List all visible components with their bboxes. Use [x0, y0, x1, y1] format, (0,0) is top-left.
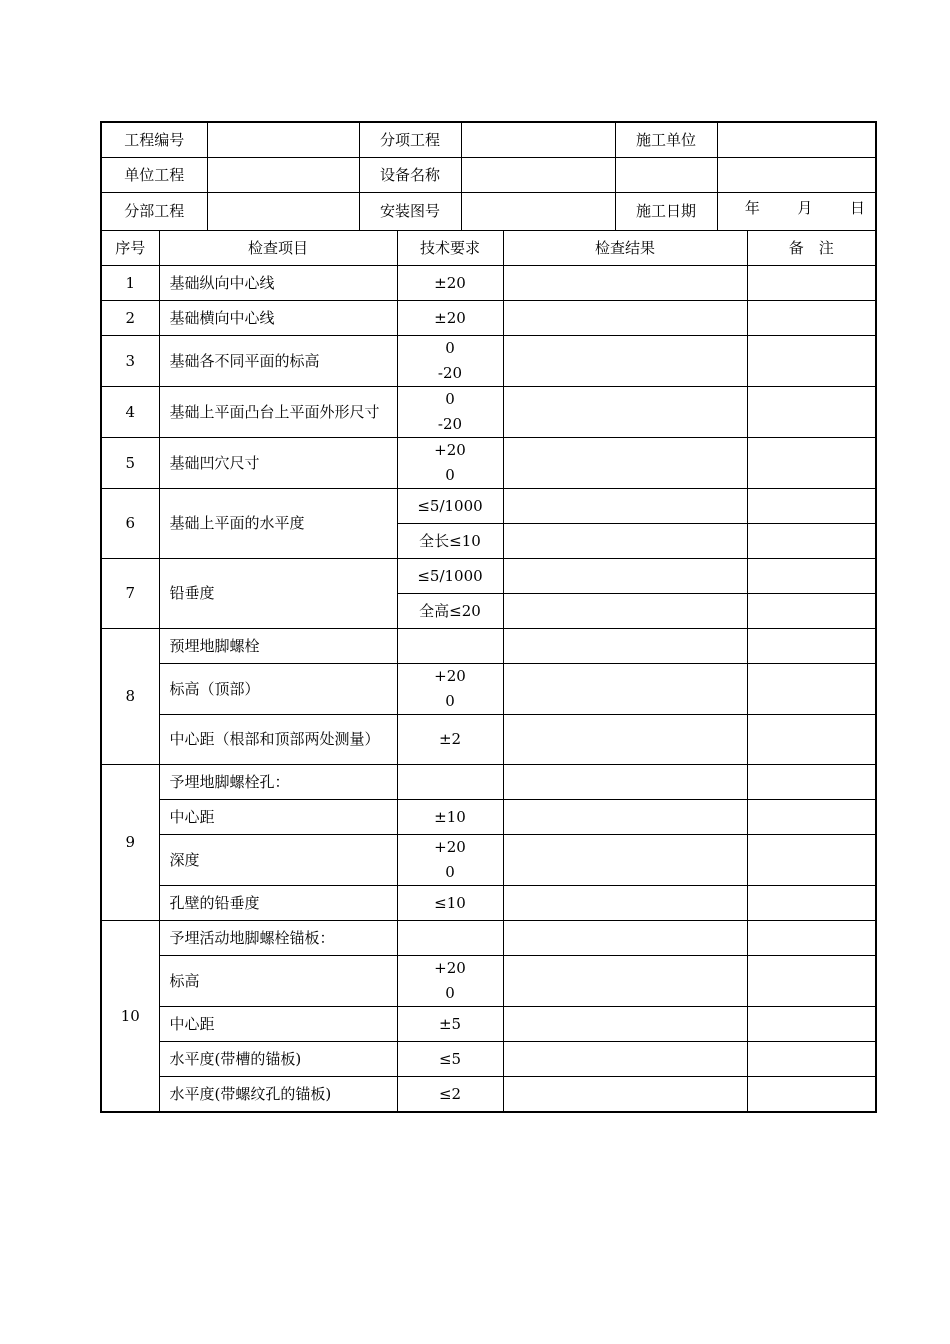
table-row [101, 800, 876, 835]
table-row [101, 336, 876, 387]
check-result-cell[interactable] [503, 387, 747, 438]
check-item-name: 予埋活动地脚螺栓锚板： [159, 921, 397, 956]
division-project-field[interactable] [207, 193, 359, 231]
table-row [101, 715, 876, 765]
division-project-label: 分部工程 [101, 193, 207, 231]
tech-requirement [397, 921, 503, 956]
check-result-cell[interactable] [503, 594, 747, 629]
table-row [101, 387, 876, 438]
row-number: 4 [101, 387, 159, 438]
header-blank-cell [615, 158, 717, 193]
tolerance-upper: +20 [434, 441, 466, 459]
tech-requirement [397, 336, 503, 387]
equipment-name-field[interactable] [461, 158, 615, 193]
row-number: 5 [101, 438, 159, 489]
installation-drawing-field[interactable] [461, 193, 615, 231]
check-result-cell[interactable] [503, 715, 747, 765]
table-row [101, 664, 876, 715]
check-item-name: 水平度(带螺纹孔的锚板) [159, 1077, 397, 1113]
table-row [101, 835, 876, 886]
project-no-field[interactable] [207, 122, 359, 158]
check-item-name: 中心距（根部和顶部两处测量） [159, 715, 397, 765]
tech-requirement [397, 956, 503, 1007]
project-no-label: 工程编号 [101, 122, 207, 158]
table-row [101, 886, 876, 921]
check-item-name: 深度 [159, 835, 397, 886]
table-row [101, 1042, 876, 1077]
remark-cell[interactable] [747, 489, 876, 524]
check-item-name: 孔壁的铅垂度 [159, 886, 397, 921]
construction-unit-label: 施工单位 [615, 122, 717, 158]
check-result-cell[interactable] [503, 489, 747, 524]
table-row [101, 765, 876, 800]
row-number: 8 [101, 629, 159, 765]
tolerance-upper: 0 [445, 339, 455, 357]
tolerance-lower: 0 [445, 863, 455, 881]
check-item-name: 基础凹穴尺寸 [159, 438, 397, 489]
construction-unit-field[interactable] [717, 122, 876, 158]
tech-requirement [397, 664, 503, 715]
col-header-remark: 备 注 [747, 231, 876, 266]
tolerance-upper: +20 [434, 959, 466, 977]
check-item-name: 基础各不同平面的标高 [159, 336, 397, 387]
check-result-cell[interactable] [503, 835, 747, 886]
check-item-name: 基础纵向中心线 [159, 266, 397, 301]
equipment-name-label: 设备名称 [359, 158, 461, 193]
tolerance-upper: +20 [434, 838, 466, 856]
table-row [101, 1007, 876, 1042]
sub-item-project-label: 分项工程 [359, 122, 461, 158]
tech-requirement [397, 835, 503, 886]
tech-requirement: ±10 [397, 800, 503, 835]
table-row [101, 956, 876, 1007]
table-row [101, 1077, 876, 1113]
check-result-cell[interactable] [503, 1077, 747, 1113]
check-result-cell[interactable] [503, 629, 747, 664]
tech-requirement [397, 629, 503, 664]
remark-cell[interactable] [747, 438, 876, 489]
remark-cell[interactable] [747, 765, 876, 800]
remark-cell[interactable] [747, 800, 876, 835]
tolerance-upper: +20 [434, 667, 466, 685]
remark-cell[interactable] [747, 715, 876, 765]
check-item-name: 基础上平面的水平度 [159, 489, 397, 559]
header-row-1 [101, 122, 876, 158]
unit-project-field[interactable] [207, 158, 359, 193]
date-year-label: 年 [744, 199, 760, 217]
remark-cell[interactable] [747, 559, 876, 594]
tech-requirement: 全高≤20 [397, 594, 503, 629]
remark-cell[interactable] [747, 664, 876, 715]
header-row-2 [101, 158, 876, 193]
check-result-cell[interactable] [503, 1042, 747, 1077]
remark-cell[interactable] [747, 629, 876, 664]
remark-cell[interactable] [747, 956, 876, 1007]
row-number: 7 [101, 559, 159, 629]
table-row [101, 301, 876, 336]
col-header-result: 检查结果 [503, 231, 747, 266]
header-blank-field[interactable] [717, 158, 876, 193]
remark-cell[interactable] [747, 266, 876, 301]
tech-requirement: ±2 [397, 715, 503, 765]
installation-drawing-label: 安装图号 [359, 193, 461, 231]
check-item-name: 水平度(带槽的锚板) [159, 1042, 397, 1077]
table-row [101, 629, 876, 664]
remark-cell[interactable] [747, 1077, 876, 1113]
check-item-name: 中心距 [159, 800, 397, 835]
row-number: 2 [101, 301, 159, 336]
check-result-cell[interactable] [503, 438, 747, 489]
table-row [101, 489, 876, 524]
tech-requirement: ≤5/1000 [397, 559, 503, 594]
col-header-requirement: 技术要求 [397, 231, 503, 266]
tech-requirement: ±20 [397, 266, 503, 301]
date-day-label: 日 [849, 199, 865, 217]
remark-cell[interactable] [747, 835, 876, 886]
check-result-cell[interactable] [503, 336, 747, 387]
tech-requirement [397, 765, 503, 800]
check-item-name: 中心距 [159, 1007, 397, 1042]
check-result-cell[interactable] [503, 921, 747, 956]
check-item-name: 标高（顶部） [159, 664, 397, 715]
remark-cell[interactable] [747, 921, 876, 956]
tolerance-lower: 0 [445, 692, 455, 710]
tech-requirement [397, 438, 503, 489]
check-result-cell[interactable] [503, 1007, 747, 1042]
tech-requirement: ±20 [397, 301, 503, 336]
construction-date-label: 施工日期 [615, 193, 717, 231]
check-item-name: 基础上平面凸台上平面外形尺寸 [159, 387, 397, 438]
remark-cell[interactable] [747, 1007, 876, 1042]
row-number: 6 [101, 489, 159, 559]
column-header-row [101, 231, 876, 266]
form-header-table [100, 121, 877, 231]
tech-requirement: 全长≤10 [397, 524, 503, 559]
remark-cell[interactable] [747, 594, 876, 629]
tech-requirement: ≤10 [397, 886, 503, 921]
tech-requirement: ≤2 [397, 1077, 503, 1113]
tech-requirement [397, 387, 503, 438]
tech-requirement: ≤5 [397, 1042, 503, 1077]
check-result-cell[interactable] [503, 765, 747, 800]
table-row [101, 266, 876, 301]
date-month-label: 月 [797, 199, 813, 217]
check-result-cell[interactable] [503, 524, 747, 559]
table-row [101, 921, 876, 956]
check-result-cell[interactable] [503, 301, 747, 336]
col-header-no: 序号 [101, 231, 159, 266]
table-row [101, 438, 876, 489]
check-item-name: 基础横向中心线 [159, 301, 397, 336]
check-result-cell[interactable] [503, 559, 747, 594]
tolerance-lower: -20 [437, 364, 463, 382]
tech-requirement: ±5 [397, 1007, 503, 1042]
check-item-name: 予埋地脚螺栓孔： [159, 765, 397, 800]
row-number: 1 [101, 266, 159, 301]
sub-item-project-field[interactable] [461, 122, 615, 158]
tolerance-lower: 0 [445, 984, 455, 1002]
check-item-name: 铅垂度 [159, 559, 397, 629]
check-item-name: 预埋地脚螺栓 [159, 629, 397, 664]
remark-cell[interactable] [747, 886, 876, 921]
tolerance-lower: -20 [437, 415, 463, 433]
row-number: 3 [101, 336, 159, 387]
remark-cell[interactable] [747, 1042, 876, 1077]
check-result-cell[interactable] [503, 800, 747, 835]
inspection-table [100, 231, 877, 1113]
table-row [101, 559, 876, 594]
inspection-form [100, 121, 875, 1113]
construction-date-field[interactable] [717, 193, 876, 231]
check-result-cell[interactable] [503, 886, 747, 921]
check-result-cell[interactable] [503, 664, 747, 715]
tech-requirement: ≤5/1000 [397, 489, 503, 524]
remark-cell[interactable] [747, 301, 876, 336]
row-number: 9 [101, 765, 159, 921]
tolerance-lower: 0 [445, 466, 455, 484]
check-item-name: 标高 [159, 956, 397, 1007]
unit-project-label: 单位工程 [101, 158, 207, 193]
row-number: 10 [101, 921, 159, 1113]
col-header-item: 检查项目 [159, 231, 397, 266]
header-row-3 [101, 193, 876, 231]
tolerance-upper: 0 [445, 390, 455, 408]
check-result-cell[interactable] [503, 956, 747, 1007]
remark-cell[interactable] [747, 387, 876, 438]
remark-cell[interactable] [747, 524, 876, 559]
remark-cell[interactable] [747, 336, 876, 387]
check-result-cell[interactable] [503, 266, 747, 301]
